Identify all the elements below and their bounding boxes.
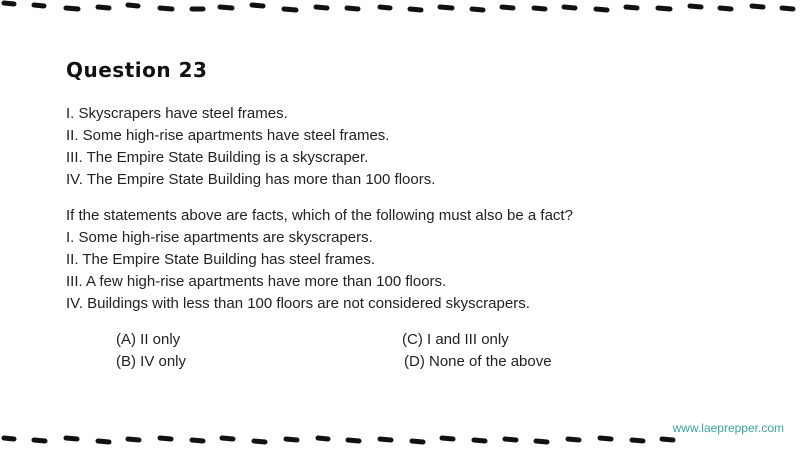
answer-choice-d[interactable]: (D) None of the above [404,353,552,370]
answer-choice-c[interactable]: (C) I and III only [402,331,509,348]
option-item: III. A few high-rise apartments have more than 100 floors. [66,273,447,290]
statement-item: III. The Empire State Building is a skyscraper. [66,149,369,166]
statement-item: I. Skyscrapers have steel frames. [66,105,288,122]
top-dashed-border [0,0,800,14]
option-item: II. The Empire State Building has steel frames. [66,251,376,268]
option-item: I. Some high-rise apartments are skyscrapers. [66,229,373,246]
question-block [66,205,573,315]
question-title: Question 23 [66,58,208,82]
statement-item: II. Some high-rise apartments have steel frames. [66,127,390,144]
question-prompt: If the statements above are facts, which of the following must also be a fact? [66,207,573,224]
answer-choices [116,329,676,373]
statement-item: IV. The Empire State Building has more than 100 floors. [66,171,436,188]
statements-list [66,103,435,191]
site-watermark: www.laeprepper.com [672,421,784,435]
option-item: IV. Buildings with less than 100 floors are not considered skyscrapers. [66,295,530,312]
answer-choice-b[interactable]: (B) IV only [116,353,187,370]
answer-choice-a[interactable]: (A) II only [116,331,181,348]
